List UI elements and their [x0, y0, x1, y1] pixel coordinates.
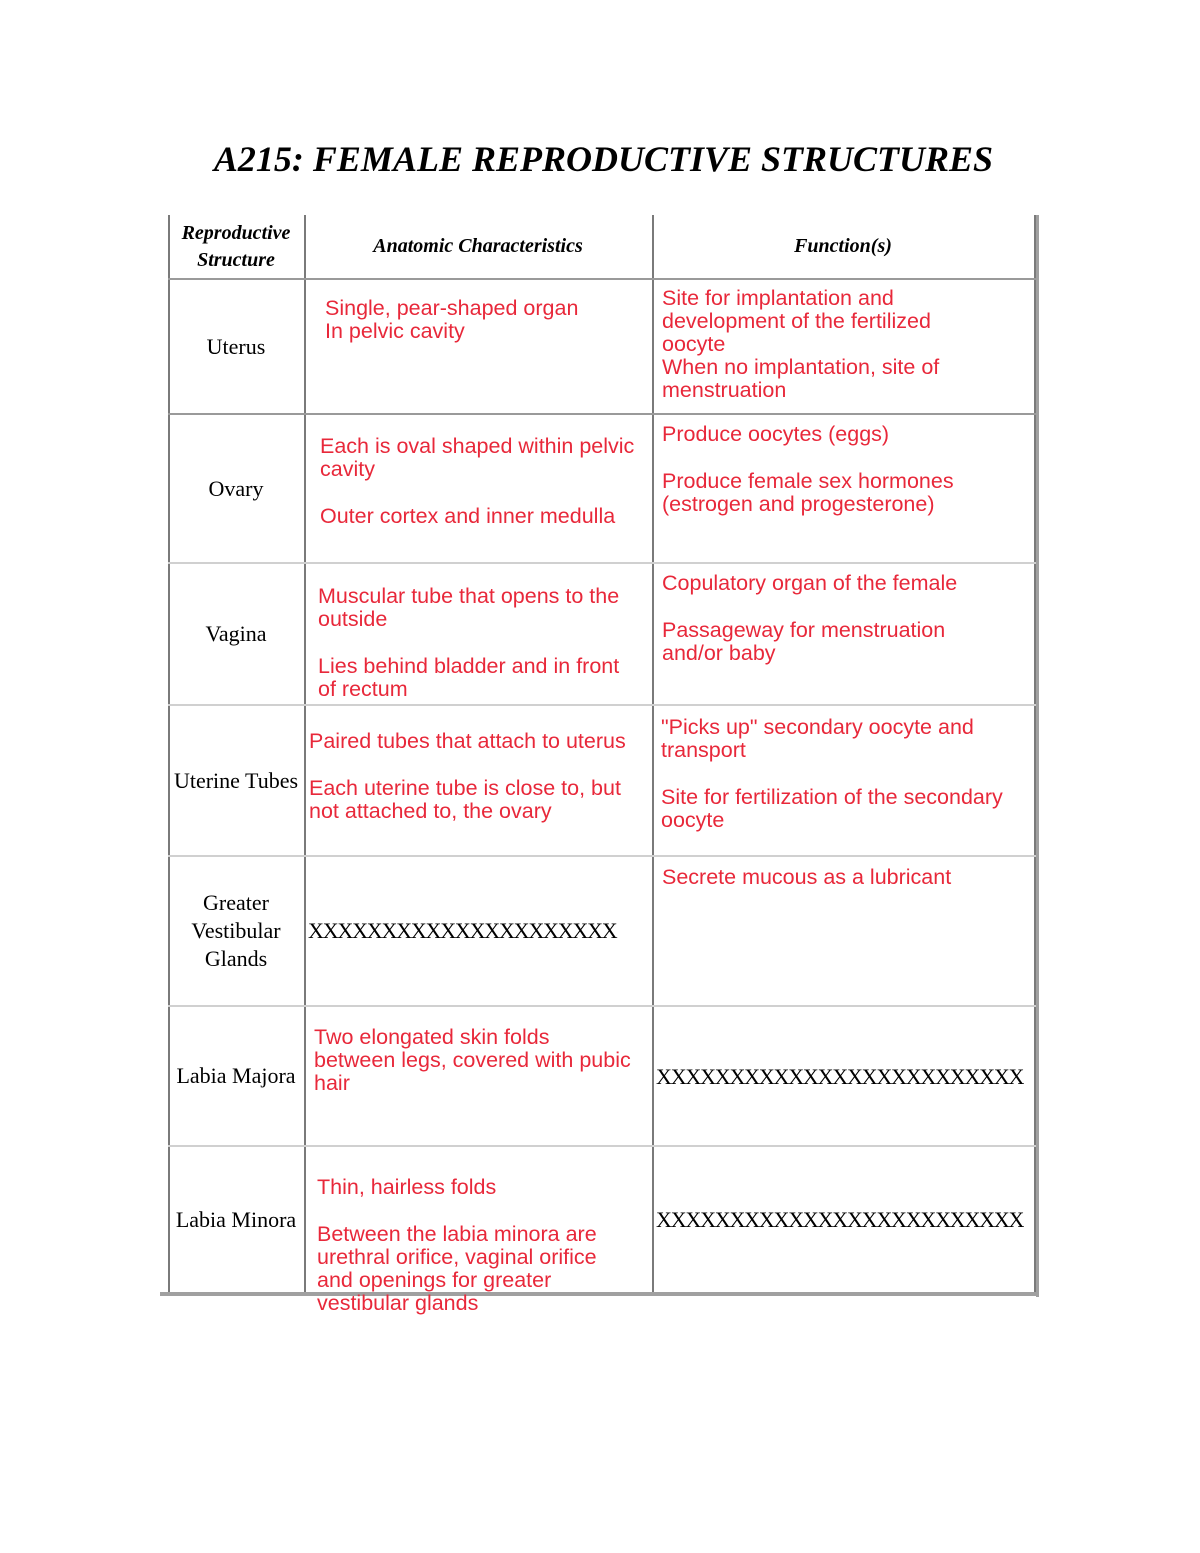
anatomic-line: Single, pear-shaped organ [325, 296, 579, 320]
header-function: Function(s) [794, 235, 892, 257]
grid-line [304, 215, 306, 1292]
anatomic-cell [318, 585, 638, 701]
function-line: Produce female sex hormones (estrogen and progesterone) [662, 469, 954, 516]
structure-cell: Uterus [206, 333, 266, 359]
function-line: When no implantation, site of menstruation [662, 355, 940, 402]
anatomic-cell [314, 1026, 634, 1095]
function-line: "Picks up" secondary oocyte and transport [661, 715, 974, 762]
anatomic-cell [325, 297, 645, 343]
anatomic-line: Each uterine tube is close to, but not attached to, the ovary [309, 776, 621, 823]
structure-cell: Greater Vestibular Glands [191, 890, 281, 971]
structure-cell: Ovary [208, 475, 264, 501]
function-line: Site for implantation and development of the fertilized oocyte [662, 286, 931, 356]
header-anatomic: Anatomic Characteristics [373, 235, 583, 257]
function-cell [662, 423, 992, 516]
anatomic-cell [320, 435, 645, 528]
structure-cell: Uterine Tubes [173, 767, 299, 793]
function-line: Site for fertilization of the secondary oocyte [661, 785, 1003, 832]
function-line: Produce oocytes (eggs) [662, 422, 890, 446]
anatomic-line: Between the labia minora are urethral orifice, vaginal orifice and openings for greater vestibular glands [317, 1222, 597, 1315]
anatomic-line: Outer cortex and inner medulla [320, 504, 616, 528]
anatomic-cell [317, 1176, 617, 1315]
function-line: Passageway for menstruation and/or baby [662, 618, 946, 665]
anatomic-line: Thin, hairless folds [317, 1175, 497, 1199]
anatomic-line: Lies behind bladder and in front of rectum [318, 654, 620, 701]
function-cell [662, 572, 992, 665]
anatomic-line: Each is oval shaped within pelvic cavity [320, 434, 635, 481]
header-structure: Reproductive Structure [181, 221, 291, 271]
anatomic-line: In pelvic cavity [325, 319, 465, 343]
function-placeholder: XXXXXXXXXXXXXXXXXXXXXXXXX [656, 1207, 1024, 1232]
function-cell [661, 716, 1041, 832]
structure-cell: Labia Majora [176, 1063, 296, 1088]
anatomic-line: Muscular tube that opens to the outside [318, 584, 620, 631]
anatomic-line: Two elongated skin folds between legs, covered with pubic hair [314, 1025, 631, 1095]
structure-cell: Vagina [205, 621, 267, 646]
anatomic-line: Paired tubes that attach to uterus [309, 729, 626, 753]
function-line: Secrete mucous as a lubricant [662, 865, 952, 889]
function-cell [662, 287, 982, 402]
anatomic-placeholder: XXXXXXXXXXXXXXXXXXXXX [308, 918, 617, 943]
function-placeholder: XXXXXXXXXXXXXXXXXXXXXXXXX [656, 1064, 1024, 1089]
anatomic-cell [309, 730, 654, 823]
structure-cell: Labia Minora [175, 1206, 297, 1232]
page-title: A215: FEMALE REPRODUCTIVE STRUCTURES [213, 139, 994, 179]
structures-table [168, 215, 1036, 1315]
function-line: Copulatory organ of the female [662, 571, 958, 595]
function-cell [662, 866, 1022, 889]
